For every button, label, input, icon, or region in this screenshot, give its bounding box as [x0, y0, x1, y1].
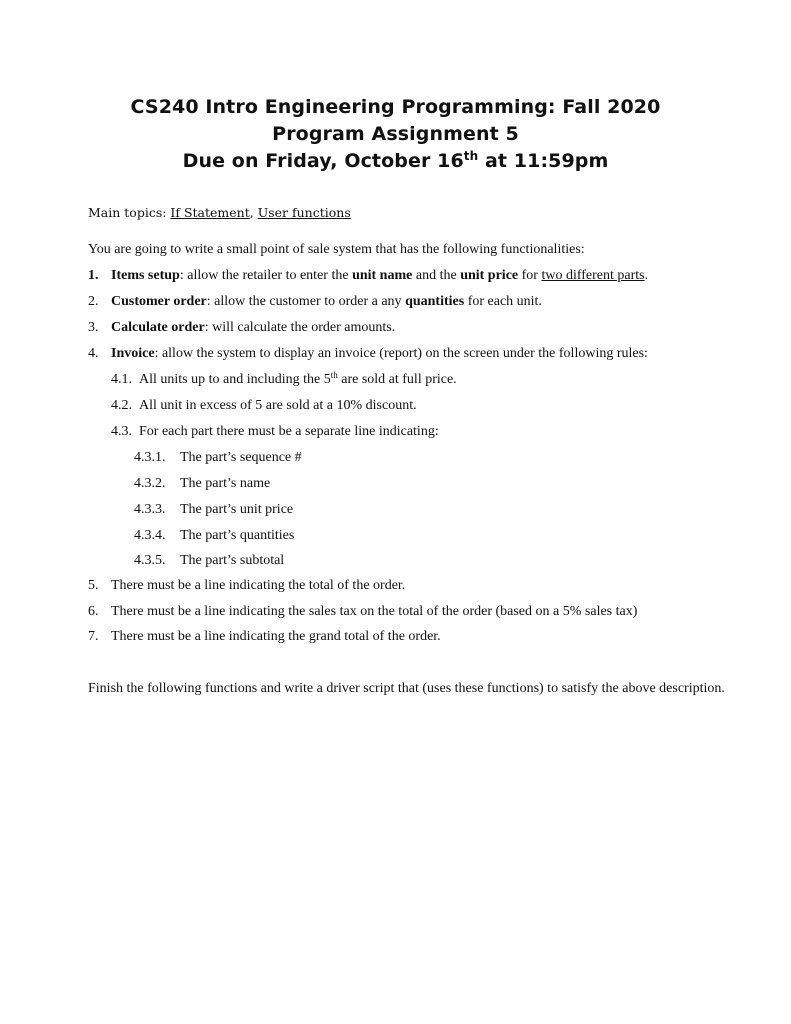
item-text: : allow the system to display an invoice (report) on the screen under the following rules: [154, 346, 648, 361]
sublist-item-discount: All unit in excess of 5 are sold at a 10% discount. [139, 398, 417, 413]
list-item-sales-tax: There must be a line indicating the sales tax on the total of the order (based on a 5% sales tax) [111, 604, 638, 619]
due-date-ordinal: th [463, 149, 479, 163]
item-emphasis: quantities [405, 294, 465, 309]
sublist-number: 4.1. [111, 372, 132, 387]
sublist-item-separate-line: For each part there must be a separate line indicating: [139, 424, 439, 439]
item-text: for each unit. [464, 294, 542, 309]
item-heading: Invoice [111, 346, 155, 361]
subsublist-number: 4.3.2. [134, 476, 166, 491]
item-emphasis: unit price [460, 268, 519, 283]
item-text: : allow the customer to order a any [206, 294, 406, 309]
item-text: All units up to and including the 5 [139, 372, 331, 387]
item-text: : will calculate the order amounts. [204, 320, 396, 335]
item-text: : allow the retailer to enter the [179, 268, 353, 283]
intro-paragraph: You are going to write a small point of sale system that has the following functionalities: [88, 242, 585, 257]
subsublist-number: 4.3.3. [134, 502, 166, 517]
subsublist-item-sequence: The part’s sequence # [180, 450, 302, 465]
topics-separator: , [249, 205, 258, 220]
item-text: . [644, 268, 649, 283]
document-title [0, 94, 791, 175]
list-number: 6. [88, 604, 99, 619]
subsublist-item-subtotal: The part’s subtotal [180, 553, 285, 568]
sublist-item-full-price [139, 371, 457, 388]
course-title: CS240 Intro Engineering Programming: Fall 2020 [130, 96, 661, 118]
item-underlined: two different parts [541, 268, 645, 283]
list-item-items-setup [111, 267, 648, 284]
topic-user-functions-link[interactable]: User functions [257, 205, 351, 220]
due-date-prefix: Due on Friday, October 16 [182, 150, 464, 172]
item-heading: Customer order [111, 294, 207, 309]
ordinal-superscript: th [330, 370, 338, 380]
item-text: for [518, 268, 542, 283]
closing-paragraph: Finish the following functions and write a driver script that (uses these functions) to satisfy the above description. [88, 681, 725, 696]
subsublist-item-unit-price: The part’s unit price [180, 502, 294, 517]
subsublist-item-quantities: The part’s quantities [180, 528, 295, 543]
sublist-number: 4.2. [111, 398, 132, 413]
list-item-grand-total: There must be a line indicating the grand total of the order. [111, 629, 441, 644]
list-item-customer-order [111, 293, 542, 310]
list-item-invoice [111, 345, 648, 362]
list-number: 7. [88, 629, 99, 644]
sublist-number: 4.3. [111, 424, 132, 439]
subsublist-number: 4.3.1. [134, 450, 166, 465]
item-heading: Calculate order [111, 320, 205, 335]
topic-if-statement-link[interactable]: If Statement [170, 205, 250, 220]
main-topics [88, 205, 351, 220]
list-item-calculate-order [111, 319, 395, 336]
list-number: 1. [88, 268, 99, 283]
list-number: 3. [88, 320, 99, 335]
item-emphasis: unit name [352, 268, 413, 283]
due-date-suffix: at 11:59pm [478, 150, 609, 172]
list-item-order-total: There must be a line indicating the total of the order. [111, 578, 406, 593]
subsublist-item-name: The part’s name [180, 476, 271, 491]
due-date [0, 148, 791, 175]
subsublist-number: 4.3.4. [134, 528, 166, 543]
list-number: 5. [88, 578, 99, 593]
item-text: and the [412, 268, 461, 283]
topics-label: Main topics: [88, 205, 171, 220]
item-text: are sold at full price. [337, 372, 457, 387]
list-number: 4. [88, 346, 99, 361]
item-heading: Items setup [111, 268, 180, 283]
subsublist-number: 4.3.5. [134, 553, 166, 568]
assignment-title: Program Assignment 5 [272, 123, 519, 145]
list-number: 2. [88, 294, 99, 309]
